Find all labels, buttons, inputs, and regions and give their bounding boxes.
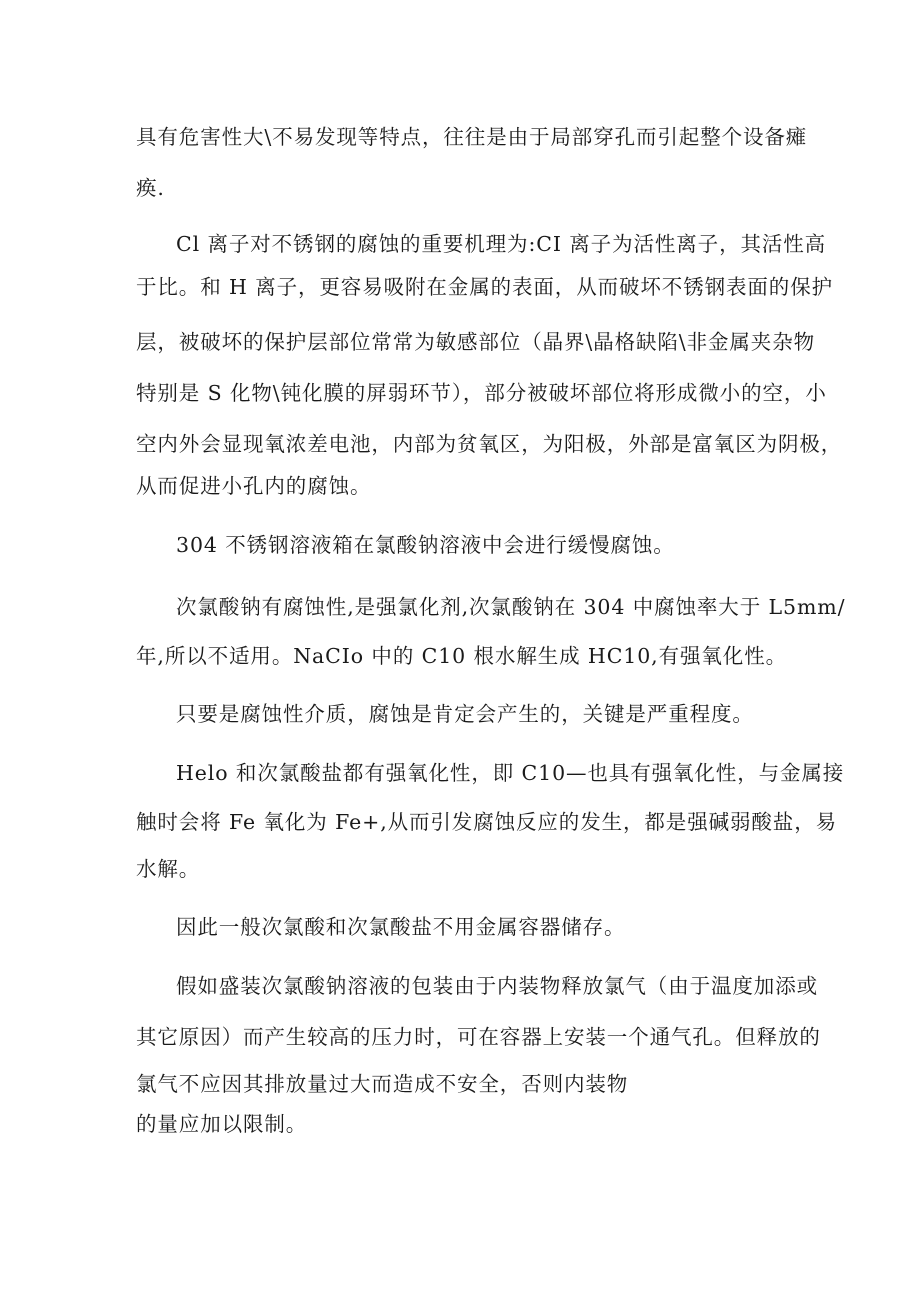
text-line: 从而促进小孔内的腐蚀。: [136, 474, 372, 498]
text-line: 的量应加以限制。: [136, 1112, 308, 1136]
paragraph-first-line: 次氯酸钠有腐蚀性,是强氯化剂,次氯酸钠在 304 中腐蚀率大于 L5mm/: [176, 595, 846, 619]
text-line: 于比。和 H 离子，更容易吸附在金属的表面，从而破坏不锈钢表面的保护: [136, 275, 834, 299]
paragraph-first-line: Helo 和次氯酸盐都有强氧化性，即 C10—也具有强氧化性，与金属接: [176, 761, 845, 785]
text-line: 触时会将 Fe 氧化为 Fe+,从而引发腐蚀反应的发生，都是强碱弱酸盐，易: [136, 810, 838, 834]
text-line: 层，被破坏的保护层部位常常为敏感部位（晶界\晶格缺陷\非金属夹杂物: [136, 330, 816, 354]
paragraph-first-line: 假如盛装次氯酸钠溶液的包装由于内装物释放氯气（由于温度加添或: [176, 974, 818, 998]
text-line: 空内外会显现氧浓差电池，内部为贫氧区，为阳极，外部是富氧区为阴极，: [136, 432, 843, 456]
text-line: 氯气不应因其排放量过大而造成不安全，否则内装物: [136, 1072, 629, 1096]
text-line: 痪.: [136, 176, 165, 200]
text-line: 特别是 S 化物\钝化膜的屏弱环节），部分被破坏部位将形成微小的空，小: [136, 381, 827, 405]
paragraph-first-line: 304 不锈钢溶液箱在氯酸钠溶液中会进行缓慢腐蚀。: [176, 533, 675, 557]
paragraph-first-line: Cl 离子对不锈钢的腐蚀的重要机理为:CI 离子为活性离子，其活性高: [176, 232, 827, 256]
paragraph-first-line: 只要是腐蚀性介质，腐蚀是肯定会产生的，关键是严重程度。: [176, 702, 754, 726]
text-line: 其它原因）而产生较高的压力时，可在容器上安装一个通气孔。但释放的: [136, 1025, 821, 1049]
text-line: 年,所以不适用。NaCIo 中的 C10 根水解生成 HC10,有强氧化性。: [136, 644, 788, 668]
text-line: 水解。: [136, 857, 201, 881]
paragraph-first-line: 因此一般次氯酸和次氯酸盐不用金属容器储存。: [176, 915, 626, 939]
text-line: 具有危害性大\不易发现等特点，往往是由于局部穿孔而引起整个设备瘫: [136, 125, 808, 149]
